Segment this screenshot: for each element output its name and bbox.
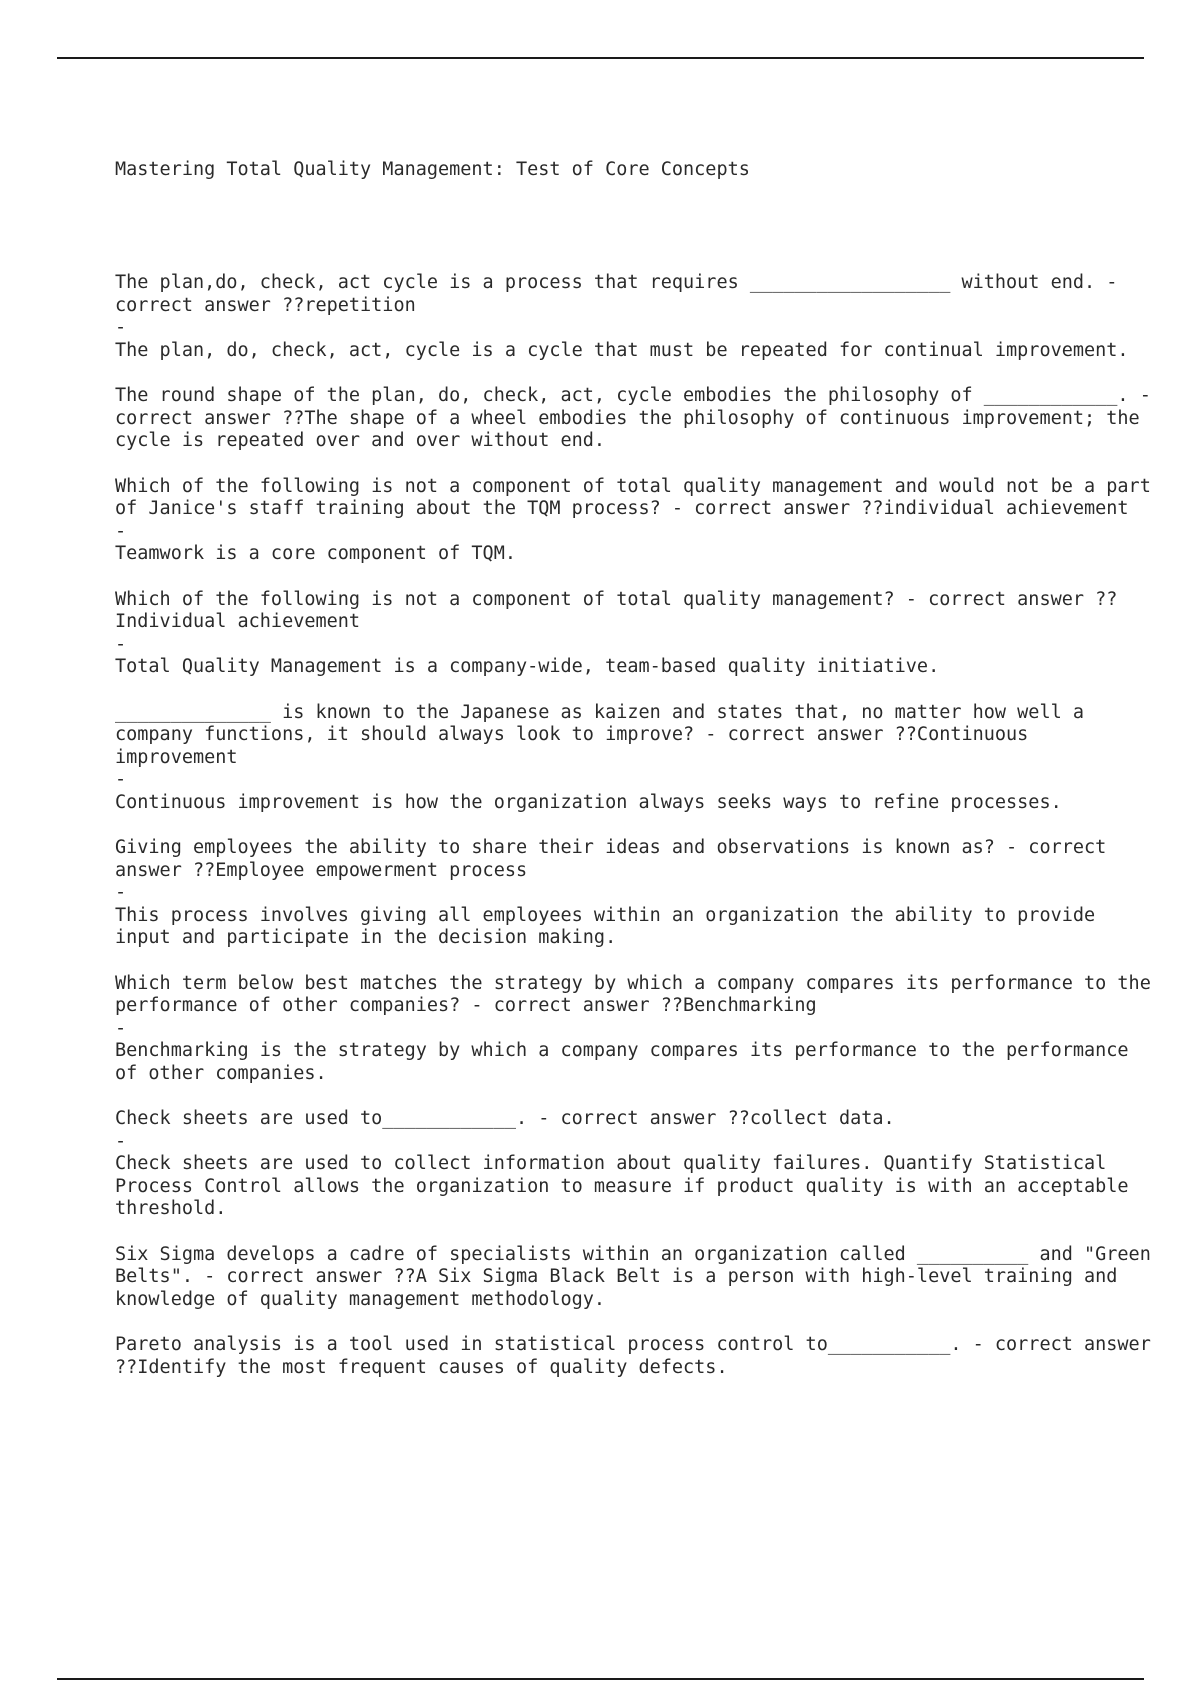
explanation-text: This process involves giving all employees within an organization the ability to provide input and participate in the decision making. (115, 904, 1107, 948)
explanation-text: Teamwork is a core component of TQM. (115, 543, 516, 564)
question-text: The plan,do, check, act cycle is a process that requires __________________ without end. - correct answer ??repetition (115, 272, 1129, 316)
header-rule (57, 57, 1144, 59)
qa-item-8 (115, 1108, 1155, 1221)
document-title: Mastering Total Quality Management: Test of Core Concepts (115, 159, 750, 180)
question-text: Check sheets are used to____________. - correct answer ??collect data. (115, 1108, 895, 1129)
qa-item-2 (115, 385, 1162, 453)
question-list (115, 272, 1162, 1379)
qa-item-1 (115, 272, 1155, 362)
separator: - (115, 1130, 127, 1152)
separator: - (115, 882, 127, 903)
explanation-text: Check sheets are used to collect information about quality failures. Quantify Statistical Process Control allows the organization to measure if product quality is with an acceptable threshold. (115, 1153, 1140, 1219)
separator: - (115, 769, 127, 790)
explanation-text: Continuous improvement is how the organization always seeks ways to refine processes. (115, 791, 1062, 813)
explanation-text: The plan, do, check, act, cycle is a cycle that must be repeated for continual improvement. (115, 339, 1129, 361)
question-text: Which of the following is not a component of total quality management? - correct answer ??Individual achievement (115, 588, 1118, 632)
qa-item-9 (115, 1243, 1162, 1312)
separator: - (115, 317, 127, 338)
question-text: ______________ is known to the Japanese as kaizen and states that, no matter how well a company functions, it should always look to improve? - correct answer ??Continuous improvement (115, 701, 1096, 768)
document-body (115, 158, 1162, 1402)
qa-item-10 (115, 1334, 1162, 1379)
question-text: Giving employees the ability to share their ideas and observations is known as? - correct answer ??Employee empowerment process (115, 837, 1118, 881)
qa-item-5 (115, 702, 1155, 815)
qa-item-6 (115, 837, 1155, 950)
separator: - (115, 520, 127, 542)
question-text: Pareto analysis is a tool used in statistical process control to___________. - correct answer ??Identify the most frequent causes of quality defects. (115, 1334, 1162, 1378)
separator: - (115, 633, 127, 655)
question-text: The round shape of the plan, do, check, act, cycle embodies the philosophy of ____________. - correct answer ??The shape of a wheel embodies the philosophy of continuous improvement; the cycle is repeated over and over without end. (115, 385, 1162, 451)
qa-item-3 (115, 475, 1162, 566)
explanation-text: Total Quality Management is a company-wide, team-based quality initiative. (115, 656, 940, 677)
question-text: Six Sigma develops a cadre of specialists within an organization called __________ and "Green Belts". - correct answer ??A Six Sigma Black Belt is a person with high-level training and knowledge of quality management methodology. (115, 1243, 1162, 1310)
separator: - (115, 1017, 127, 1039)
qa-item-7 (115, 972, 1162, 1086)
question-text: Which term below best matches the strategy by which a company compares its performance to the performance of other companies? - correct answer ??Benchmarking (115, 972, 1162, 1016)
explanation-text: Benchmarking is the strategy by which a company compares its performance to the performance of other companies. (115, 1040, 1140, 1084)
qa-item-4 (115, 589, 1155, 679)
question-text: Which of the following is not a component of total quality management and would not be a part of Janice's staff training about the TQM process? - correct answer ??individual achievement (115, 475, 1162, 519)
footer-rule (57, 1678, 1144, 1680)
